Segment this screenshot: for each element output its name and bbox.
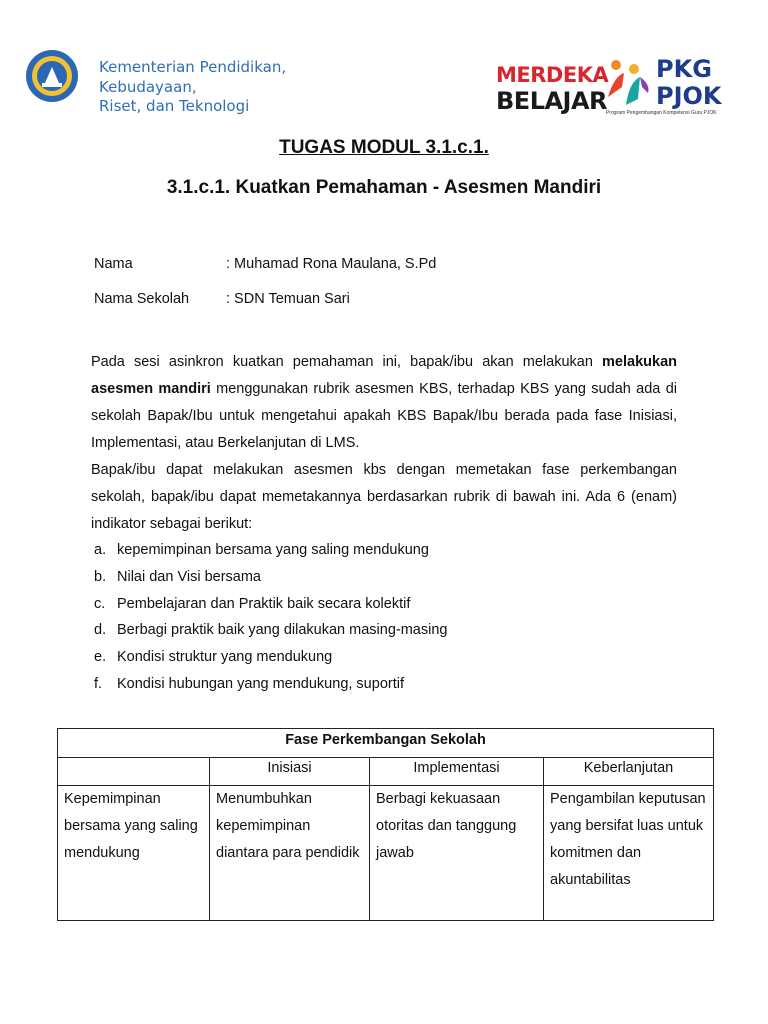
- tut-wuri-handayani-logo: [25, 49, 79, 103]
- list-item: [94, 617, 447, 644]
- paragraph-1: [91, 349, 677, 457]
- list-marker: a.: [94, 542, 107, 558]
- list-item-text: Kondisi hubungan yang mendukung, suportif: [117, 675, 404, 692]
- pkg-subtitle: Program Pengembangan Kompetensi Guru PJOK: [606, 110, 717, 116]
- ministry-name: [99, 58, 286, 117]
- name-value: : Muhamad Rona Maulana, S.Pd: [226, 256, 437, 272]
- list-item: [94, 537, 447, 564]
- list-item-text: Pembelajaran dan Praktik baik secara kolektif: [117, 595, 411, 612]
- name-label: Nama: [94, 256, 133, 272]
- column-header-empty: [58, 758, 210, 786]
- column-header-inisiasi: Inisiasi: [210, 758, 370, 786]
- paragraph-2: Bapak/ibu dapat melakukan asesmen kbs dengan memetakan fase perkembangan sekolah, bapak/ibu dapat memetakannya berdasarkan rubrik di bawah ini. Ada 6 (enam) indikator sebagai berikut:: [91, 462, 677, 532]
- column-header-implementasi: Implementasi: [370, 758, 544, 786]
- list-marker: b.: [94, 568, 107, 585]
- column-header-keberlanjutan: Keberlanjutan: [544, 758, 714, 786]
- list-item-text: Berbagi praktik baik yang dilakukan masing-masing: [117, 622, 448, 639]
- paragraph-1-text-a: Pada sesi asinkron kuatkan pemahaman ini, bapak/ibu akan melakukan: [91, 354, 603, 370]
- pkg-pjok-figures-icon: [604, 57, 652, 109]
- list-marker: d.: [94, 622, 107, 639]
- ministry-line-3: Riset, dan Teknologi: [99, 97, 250, 115]
- pkg-text: PKG: [656, 55, 712, 83]
- table-header-row: [58, 758, 714, 786]
- paragraph-1-bold: melakukan asesmen mandiri: [91, 354, 677, 397]
- body-text: [91, 349, 677, 538]
- list-item: [94, 591, 447, 618]
- document-subtitle: 3.1.c.1. Kuatkan Pemahaman - Asesmen Mandiri: [166, 177, 602, 198]
- list-marker: c.: [94, 595, 106, 612]
- table-cell: Pengambilan keputusan yang bersifat luas untuk komitmen dan akuntabilitas: [544, 786, 714, 921]
- indicator-list: [94, 537, 447, 698]
- phase-table: [57, 728, 714, 921]
- school-value: : SDN Temuan Sari: [226, 291, 350, 307]
- paragraph-1-text-b: menggunakan rubrik asesmen KBS, terhadap KBS yang sudah ada di sekolah Bapak/Ibu untuk mengetahui apakah KBS Bapak/Ibu berada pada fase Inisiasi, Implementasi, atau Berkelanjutan di LMS.: [91, 381, 677, 451]
- ministry-line-1: Kementerian Pendidikan,: [99, 58, 287, 76]
- table-cell: Berbagi kekuasaan otoritas dan tanggung jawab: [370, 786, 544, 921]
- document-title: TUGAS MODUL 3.1.c.1.: [279, 137, 489, 158]
- pkg-pjok-logo-text: [656, 56, 722, 110]
- table-row: [58, 786, 714, 921]
- list-item: [94, 644, 447, 671]
- pjok-text: PJOK: [656, 82, 722, 110]
- list-item: [94, 564, 447, 591]
- table-cell: Kepemimpinan bersama yang saling mendukung: [58, 786, 210, 921]
- list-marker: f.: [94, 675, 103, 692]
- school-label: Nama Sekolah: [94, 291, 190, 307]
- table-cell: Menumbuhkan kepemimpinan diantara para pendidik: [210, 786, 370, 921]
- merdeka-text: MERDEKA: [496, 63, 609, 87]
- list-item: [94, 671, 447, 698]
- list-item-text: Kondisi struktur yang mendukung: [117, 649, 333, 666]
- belajar-text: BELAJAR: [496, 87, 608, 115]
- list-marker: e.: [94, 649, 107, 666]
- list-item-text: Nilai dan Visi bersama: [117, 568, 261, 585]
- list-item-text: kepemimpinan bersama yang saling mendukung: [117, 542, 429, 558]
- merdeka-belajar-logo: [496, 62, 609, 115]
- table-title: Fase Perkembangan Sekolah: [58, 729, 714, 758]
- ministry-line-2: Kebudayaan,: [99, 77, 197, 96]
